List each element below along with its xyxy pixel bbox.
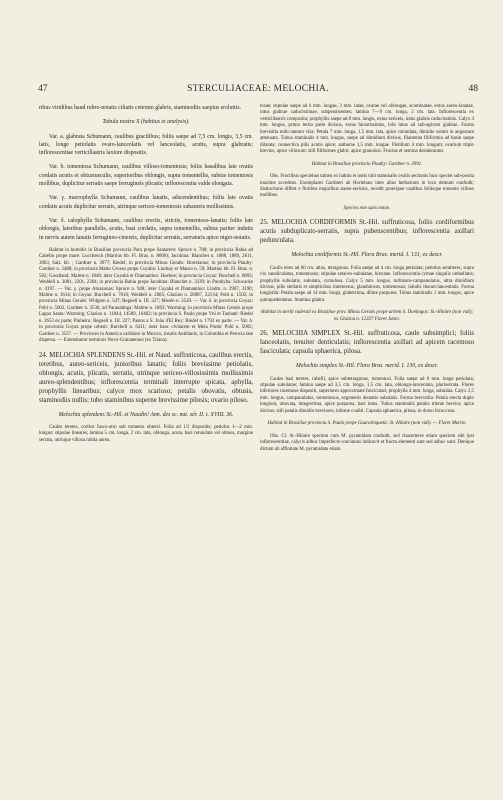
- text-paragraph: Habitat in humidis in Brasiliae provincia Pará prope Santarem: Spruce n. 788; in provincia Bahia ad Cabello prope mare: Lucchesch (Martius hb. Fl. Bras. n. 8600); Jacobina: Blanchet n. 1888, 1889, 2611, 3063, Salz. hb. ; Gardner n. 3077; Riedel; in provincia Minas Geraës: Hortelanus; in provincia Piauhy: Gardner n. 2488; in provincia Matto Grosso prope Cuyabá: Lindsay et Manso n. 59; Martius hb. Fl. Bras. n. 582; Goodland; Malme n. 1848; inter Cuyabá et Diamantino: Hoehne; in provincia Goyaz: Burchell n. 6893; Weddell n. 2081, 2201, 2364; in provincia Bahia prope Jacobina: Blanchet n. 3339; in Parahyba: Schwacke n. 4197. — Var. γ. prope Amazonas: Spruce n. 948; inter Cuyabá et Diamantino: Lindm. n. 2907, 3190; Malme n. 1614; in Goyaz: Burchell n. 7010; Weddell n. 2085; Glaziou n. 20887, 22134; Pohl n. 1502; in provincia Minas Geraës: Widgren n. 547; Regnell n. III. 227; Mosén n. 3520. — Var. δ. in provincia Goyaz: Pohl n. 5002, Gardner n. 3536; ad Paranatinga: Malme n. 1863; Warming; in provincia Minas Geraës prope Lagoa Santa: Warming; Glaziou n. 11844, 14580, 16402; in provincia S. Paulo prope Ytú et Taubaté: Riedel n. 2653 ex parte; Pinheiro: Regnell n. III. 227; Pastos a S. João d'El Rey: Riedel n. 1792 ex parte. — Var. δ. in provincia Goyaz prope urbem: Burchell n. 6411; inter hanc civitatem et Meia Ponte: Pohl n. 5002; Gardner n. 3537. — Provinces in America calidiore in Mexico, insulis Antillanis, in Colombia et Peruvia late dispersa. — Extenduntur terminos Novo-Granatenses (ex Triana).: [39, 247, 253, 344]
- text-paragraph: Habitat in Brasiliae provincia S. Paulo prope Guaratinguetá: St.-Hilaire (non vidi). — Floret Martio.: [267, 421, 467, 427]
- text-paragraph: Caules teretes, cortice fusco-atro sub tomento obtecti. Folia ad 1/2 dispositis; petiolus 1—2 mm. longus; stipulae lineares; lamina 5 cm. longa, 2 cm. lata, oblonga, acuta, basi rotundata vel obtusa, margine serrata, utrinque villosa nitida aurea.: [39, 424, 253, 443]
- text-paragraph: Var. a. glabrata Schumann, caulibus gracilibus; foliis saepe ad 7,5 cm. longis, 3,5 cm. latis, longe petiolatis ovato-lanceolatis vel lanceolatis, acutis, supra glabratis; inflorescentiae verticillastris laxiore dispositis.: [39, 133, 253, 157]
- text-paragraph: Melochia splendens St.-Hil. et Naudin! Ann. des sc. nat. sér. II. t. XVIII. 36.: [58, 411, 234, 418]
- running-title: STERCULIACEAE: MELOCHIA.: [187, 84, 329, 94]
- text-paragraph: Melochia cordiformis St.-Hil. Flora Bras. merid. I. 131, ex descr.: [291, 252, 443, 259]
- text-paragraph: Habitat in Brasiliae provincia Piauhy: Gardner n. 3091.: [311, 161, 423, 167]
- text-paragraph: Var. δ. calophylla Schumann, caulibus erectis, strictis, tomentoso-lanatis; foliis late oblongis, lateribus parallelis, acutis, basi cordatis, supra tomentellis, subtus pariter indutis in nervis autem lanatis ferrugineo-cinereis, duplicitur serratis, serraturis apice nigro-notatis.: [39, 217, 253, 241]
- running-header: [38, 84, 478, 98]
- text-paragraph: Var. b. tomentosa Schumann, caulibus villoso-tomentosis; foliis basalibus late ovatis cordatis acutis et obtusiusculis, superioribus oblongis, supra tomentellis, subtus tomentosis mollibus, duplicitur serratis saepe ferrugineis plicatis; inflorescentia valde elongata.: [39, 164, 253, 188]
- species-heading: 24. MELOCHIA SPLENDENS St.-Hil. et Naud. suffruticosa, caulibus erectis, teretibus, aureo-sericeis, junioribus lanatis; foliis brevissime petiolatis, oblongis, acutis, plicatis, serratis, utrinque sericeo-villosissimis mollissimis aureo-splendentibus; inflorescentia terminali interrupte spicata, aphylla, prophyllis linearibus; calyce mox scarioso; petalis obovatis, obtusis, staminodiis nullis; tubo staminibus superne brevissime pilosis; ovario piloso.: [39, 351, 253, 404]
- page-number-left: 47: [38, 84, 48, 94]
- text-paragraph: Obs. Fructibus speciebus tamen ex habitu et notis tubi staminalis ovalis sectionis huic speciei sub-posita maxime accedens. Exemplares Gardneri ab Hortelano inter alios herbarium in loco demum confudit; distinctione differt e floribus majoribus aureo-sericeis, recedit praecipue caulibus foliisque tomento villoso mollibus.: [260, 174, 474, 199]
- text-paragraph: Var. γ. macrophylla Schumann, caulibus lanatis, adscendentibus; foliis late ovatis cordatis acutis duplicitur serratis, utrinque sericeo-tomentosis subaureis mollissimis.: [39, 195, 253, 210]
- text-paragraph: Tabula nostra X (habitus et analysis).: [102, 119, 190, 126]
- text-paragraph: ribus viridibus haud rubro-notatis ciliatis ceterum glabris, staminodiis saepius eroluttis.: [39, 105, 242, 111]
- text-paragraph: Caules basi teretes, rubelli, apice subtetragonos, tomentosi. Folia saepe ad 6 mm. longe petiolata; stipulae subulatae; lamina saepe ad 3,5 cm. longa, 1,5 cm. lata, oblongo-lanceolata, pluriserrata. Flores inferiores racemose dispositi, superiores approximate fasciculati; prophylla 4 mm. longa, subulata. Calyx 2,5 mm. longus, campanulatus, tomentosus, segmentis dentatis subulatis. Forma brevistila: Petala erecta duplo longiora, obovata, integerrima, apice purpurea, basi intus. Tubus staminalis petalis triente brevior, apice divisus; stili petalis dimidio breviores, inferne coaliti. Capsula sphaerica, pilosa, in dorso bicoccosa.: [260, 376, 474, 414]
- right-column: [260, 104, 474, 459]
- text-paragraph: Habitat in sterili ruderali ex Brasiliae prov. Minas Geraës prope urbem S. Domingos: St.-Hilaire (non vidi); ex Glaziou n. 12337 Floret Junio.: [260, 310, 474, 322]
- species-heading: 26. MELOCHIA SIMPLEX St.-Hil. suffruticosa, caule subsimplici; foliis lanceolatis, tenuiter denticulatis; inflorescentia axillari ad apicem racemoso fasciculata; capsula sphaerica, pilosa.: [260, 330, 474, 356]
- page-number-right: 48: [468, 84, 478, 94]
- species-heading: 25. MELOCHIA CORDIFORMIS St.-Hil. suffruticosa, foliis cordiformibus acutis subduplicato-serratis, supra pubenscentibus; inflorescentia axillari pedunculata.: [260, 219, 474, 245]
- left-column: [39, 104, 253, 450]
- text-paragraph: Obs. Cl. St.-Hilaire speciem cum M. pyramidata confudit, sed characteres etiam speciem sibi ipsi inflorescentiae, calycis adhuc imperfecte concinnos indicavit et fructu elementi sunt sed adhuc sunt. Denique dictum ab affinitate M. pyramidata etiam.: [260, 433, 474, 452]
- text-paragraph: Melochia simplex St.-Hil. Flora Bras. merid. I. 130, ex descr.: [296, 363, 438, 370]
- text-paragraph: Species non satis notae.: [343, 205, 391, 211]
- text-paragraph: Caulis teres ad 60 cm. altus, tetragonus. Folia saepe ad 4 cm. longa petiolata; petiolus semiteres, supra vix canaliculatus, tomentosus; stipulae setaceo-subulatae, hirsutae. Inflorescentia cymae singulis umbellatis; prophyllis subulatis, subulata, cymulosa. Calyx 5 mm. longus, turbinato-campanulatus, ultra dimidium divisus, pilis stellatis et simplicibus intertextus, glandulosus, tomentosus; lobulis lineari-lanceolatis. Forma longistila: Petala saepe ad 14 mm. longa, glaberrima, dilute purpurea. Tubus staminalis 1 mm. longus, apice quinquedentatus. Stamina glabra.: [260, 265, 474, 303]
- text-paragraph: tosae; stipulae saepe ad 6 mm. longae, 3 mm. latae, ovatae vel oblongae, acuminatae, extus aureo-lanatae, intus glabrae caducissimae, subpersistentes; lamina 7—9 cm. longa, 2 cm. lata. Inflorescentia ex verticillastris composita; prophyllis saepe ad 8 mm. longis, extus sericeis, intus glabris caducissimis. Calyx 4 mm. longus, primo tertia parte divisus, extus hirsutissimus, lobi intus ad sub-apicem glabrae. Forma brevistila mihi tantum visa: Petala 7 mm. longa, 1,5 mm. lata, apice rotundata, dimidio solum in angustum attenuata. Tubus staminalis 4 mm. longus, saepe ad dimidium divisus, filamenta filiformia ad basin saepe dilatata; connectiva pilis acutis apice; antherae 1,5 mm. longae. Pistillum 4 mm. longum; ovarium triplo brevius, apice villosum; stili filiformes glabri, apice granulosi. Fructus et semina desiderantur.: [260, 104, 474, 155]
